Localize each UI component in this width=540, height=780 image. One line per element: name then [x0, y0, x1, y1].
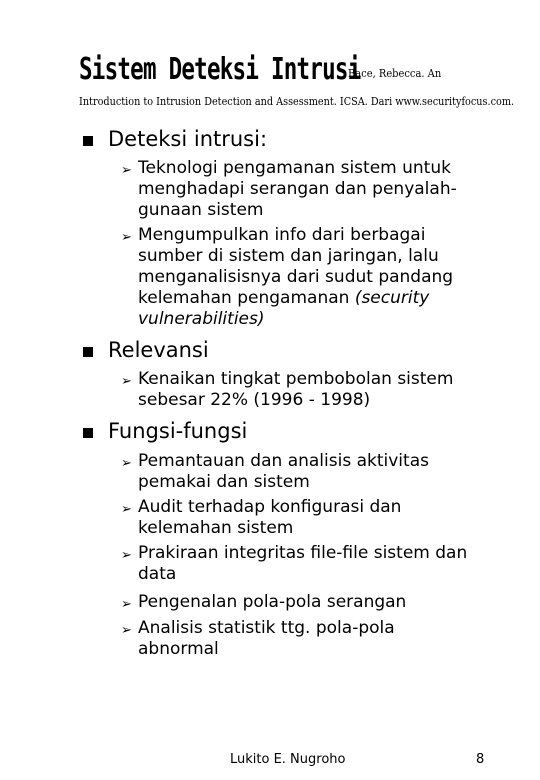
bullet-line: Pemantauan dan analisis aktivitas: [138, 451, 429, 471]
arrow-bullet-icon: ➢: [121, 597, 132, 612]
bullet-item: [138, 369, 498, 411]
bullet-line: Prakiraan integritas file-file sistem dan: [138, 543, 468, 563]
bullet-line: sumber di sistem dan jaringan, lalu: [138, 246, 439, 266]
title-reference: Bace, Rebecca. An: [348, 67, 442, 80]
bullet-item: [138, 592, 498, 613]
arrow-bullet-icon: ➢: [121, 623, 132, 638]
arrow-bullet-icon: ➢: [121, 456, 132, 471]
bullet-line: Kenaikan tingkat pembobolan sistem: [138, 369, 454, 389]
bullet-line: Analisis statistik ttg. pola-pola: [138, 618, 395, 638]
reference-subtitle: Introduction to Intrusion Detection and Assessment. ICSA. Dari www.securityfocus.com.: [79, 95, 515, 108]
bullet-line: Teknologi pengamanan sistem untuk: [138, 158, 451, 178]
square-bullet-icon: [83, 347, 93, 357]
bullet-line: Pengenalan pola-pola serangan: [138, 592, 407, 612]
bullet-item: [138, 543, 498, 585]
square-bullet-icon: [83, 136, 93, 146]
section-heading: Deteksi intrusi:: [108, 127, 268, 151]
square-bullet-icon: [83, 428, 93, 438]
bullet-line: data: [138, 564, 177, 584]
bullet-line: menghadapi serangan dan penyalah-: [138, 179, 457, 199]
arrow-bullet-icon: ➢: [121, 230, 132, 245]
italic-phrase: (security: [354, 288, 430, 308]
section-heading: Relevansi: [108, 338, 209, 362]
page-number: 8: [476, 752, 485, 767]
arrow-bullet-icon: ➢: [121, 163, 132, 178]
bullet-line: menganalisisnya dari sudut pandang: [138, 267, 454, 287]
bullet-line: sebesar 22% (1996 - 1998): [138, 390, 371, 410]
bullet-line-italic: kelemahan pengamanan (security: [138, 288, 430, 308]
bullet-line: abnormal: [138, 639, 219, 659]
bullet-line: Mengumpulkan info dari berbagai: [138, 225, 426, 245]
arrow-bullet-icon: ➢: [121, 548, 132, 563]
bullet-item: [138, 158, 498, 221]
footer-author: Lukito E. Nugroho: [230, 752, 346, 767]
arrow-bullet-icon: ➢: [121, 374, 132, 389]
bullet-item: [138, 451, 498, 493]
bullet-line: gunaan sistem: [138, 200, 264, 220]
section-heading: Fungsi-fungsi: [108, 419, 248, 443]
bullet-item: [138, 225, 498, 330]
bullet-line: Audit terhadap konfigurasi dan: [138, 497, 402, 517]
arrow-bullet-icon: ➢: [121, 502, 132, 517]
bullet-line: kelemahan sistem: [138, 518, 294, 538]
bullet-line-italic: vulnerabilities): [138, 309, 265, 329]
bullet-line: pemakai dan sistem: [138, 472, 310, 492]
bullet-item: [138, 497, 498, 539]
slide-title: Sistem Deteksi Intrusi: [79, 52, 361, 87]
bullet-item: [138, 618, 498, 660]
